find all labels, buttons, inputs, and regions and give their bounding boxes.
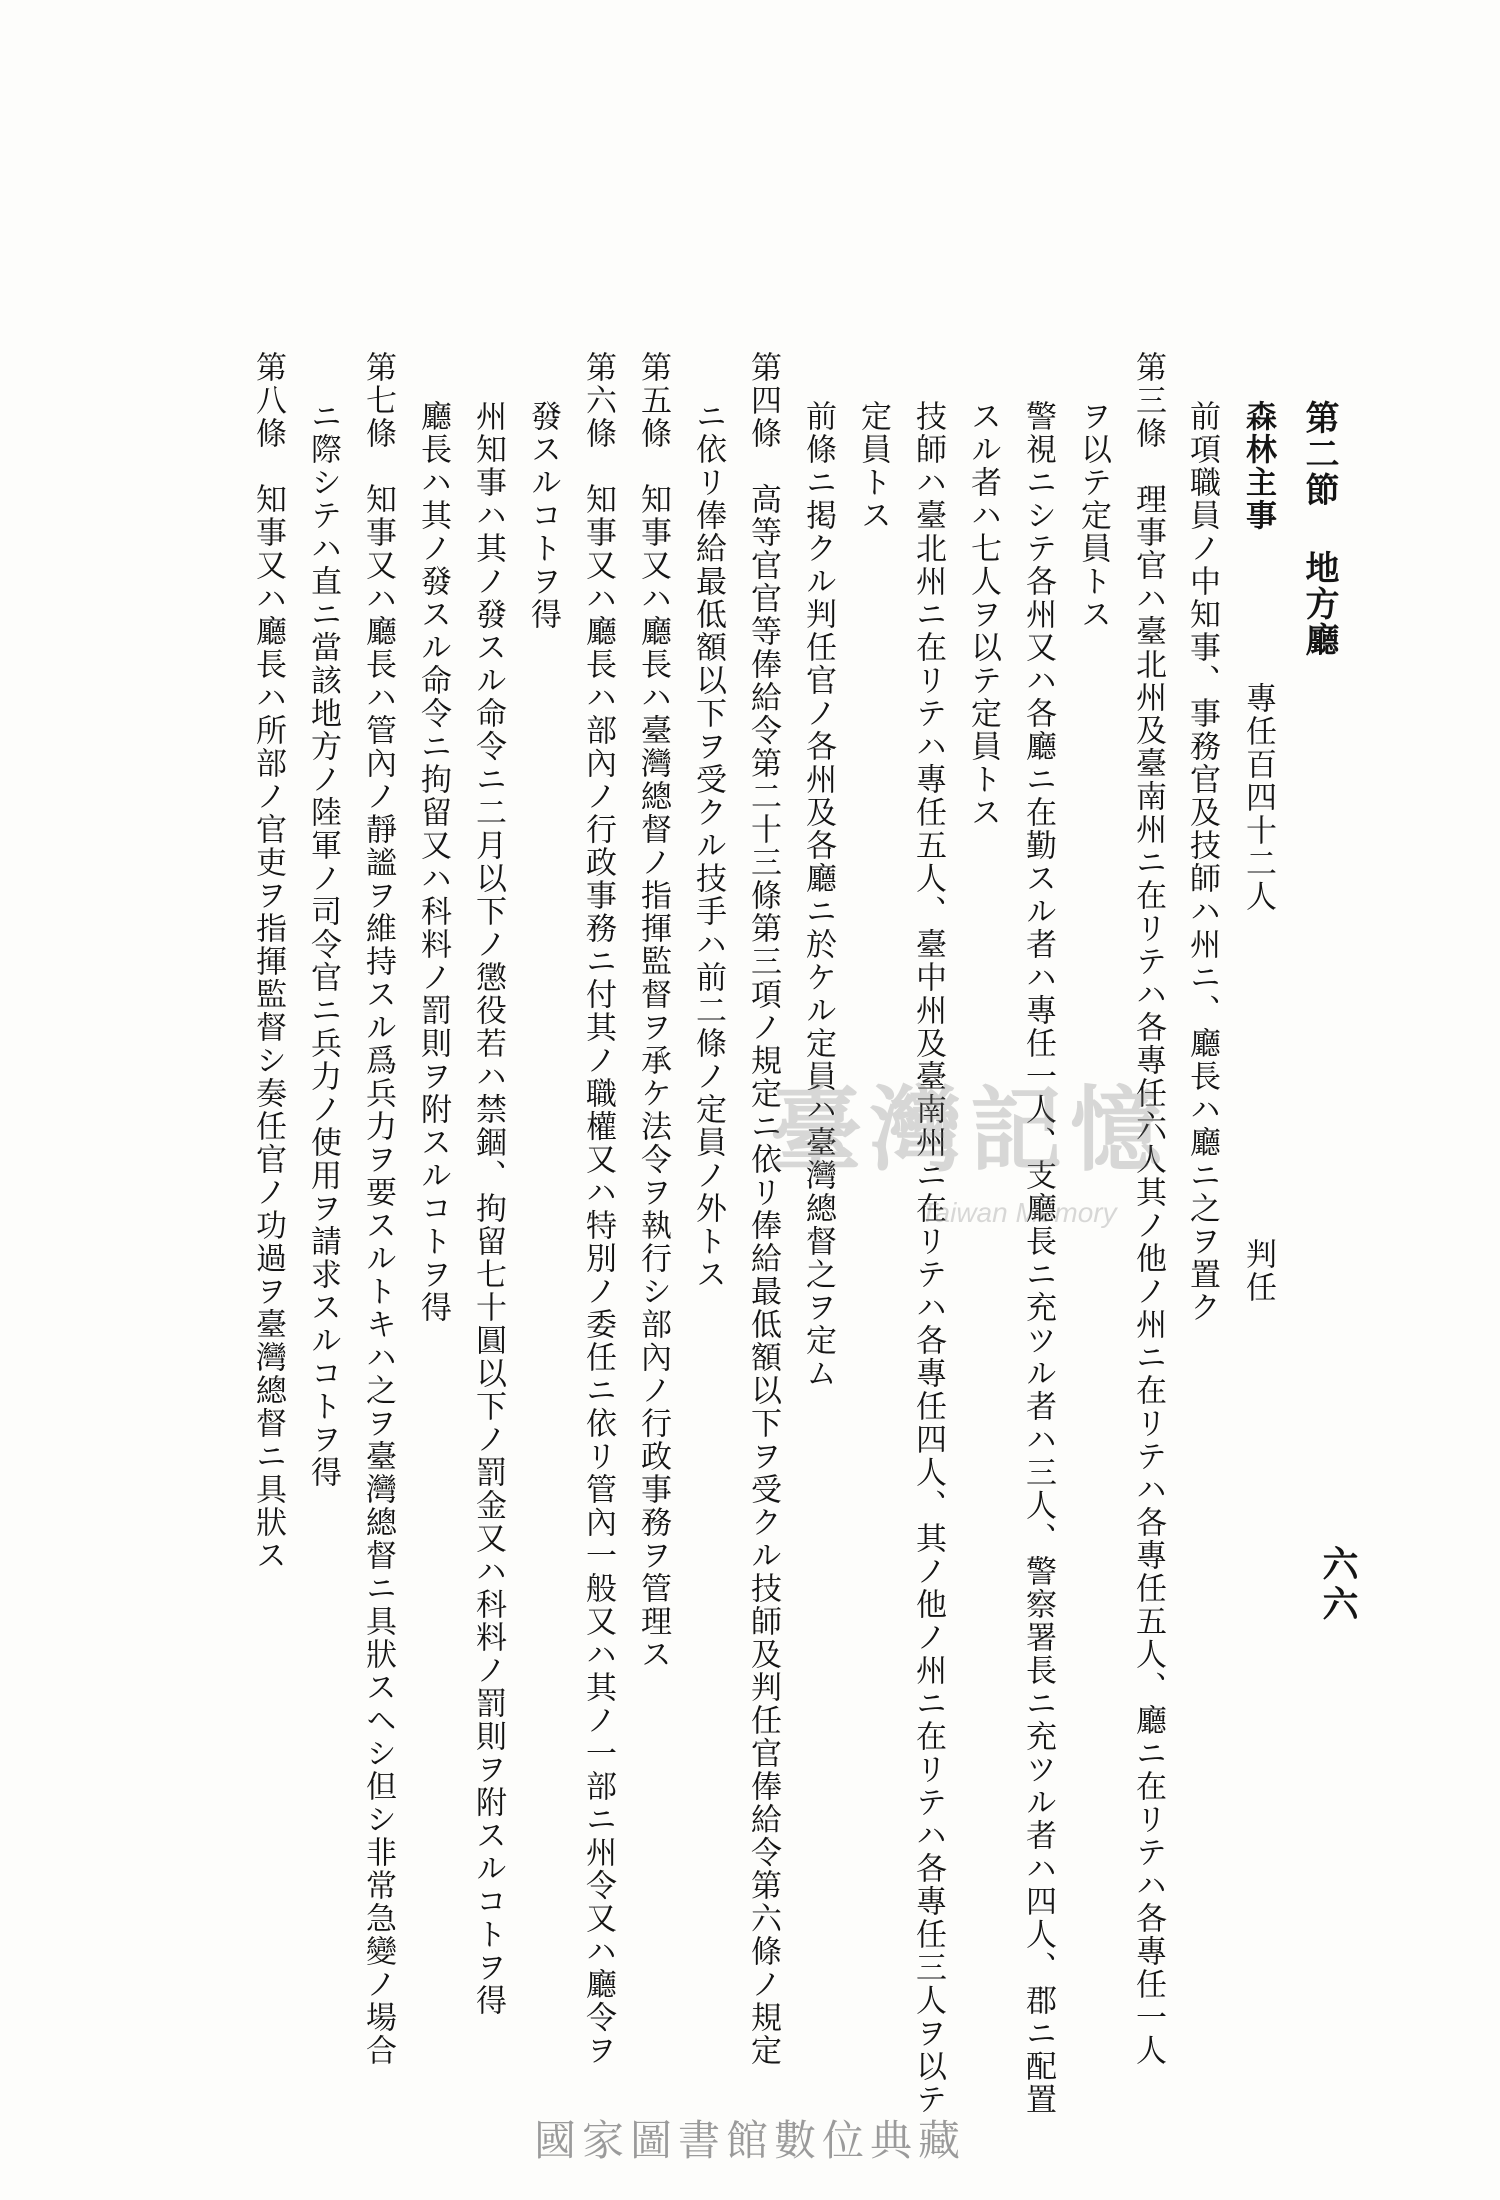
text-column-17: ニ際シテハ直ニ當該地方ノ陸軍ノ司令官ニ兵力ノ使用ヲ請求スルコトヲ得 <box>305 400 341 1489</box>
text-column-18: 第八條 知事又ハ廳長ハ所部ノ官吏ヲ指揮監督シ奏任官ノ功過ヲ臺灣總督ニ具狀ス <box>250 351 286 1572</box>
text-column-8: 前條ニ掲クル判任官ノ各州及各廳ニ於ケル定員ハ臺灣總督之ヲ定ム <box>800 400 836 1390</box>
watermark-chinese: 臺灣記憶 <box>770 1077 1171 1184</box>
text-column-1: 前項職員ノ中知事、事務官及技師ハ州ニ、廳長ハ廳ニ之ヲ置ク <box>1184 400 1220 1324</box>
text-column-4: 警視ニシテ各州又ハ各廳ニ在勤スル者ハ專任一人、支廳長ニ充ツル者ハ三人、警察署長ニ充ツル者ハ四人、郡ニ配置 <box>1020 400 1056 2116</box>
text-column-11: 第五條 知事又ハ廳長ハ臺灣總督ノ指揮監督ヲ承ケ法令ヲ執行シ部內ノ行政事務ヲ管理ス <box>635 351 671 1671</box>
staff-row-forest-officer <box>1240 400 1276 1800</box>
watermark-english: Taiwan Memory <box>920 1197 1117 1228</box>
text-column-15: 廳長ハ其ノ發スル命令ニ拘留又ハ科料ノ罰則ヲ附スルコトヲ得 <box>415 400 451 1324</box>
footer-credit: 國家圖書館數位典藏 <box>533 2116 966 2165</box>
text-column-16: 第七條 知事又ハ廳長ハ管內ノ靜謐ヲ維持スル爲兵力ヲ要スルトキハ之ヲ臺灣總督ニ具狀スヘシ但シ非常急變ノ場合 <box>360 351 396 2067</box>
staff-rank: 判任 <box>1240 1238 1276 1304</box>
staff-title: 森林主事 <box>1240 400 1276 532</box>
text-column-6: 技師ハ臺北州ニ在リテハ專任五人、臺中州及臺南州ニ在リテハ各專任四人、其ノ他ノ州ニ在リテハ各專任三人ヲ以テ <box>910 400 946 2116</box>
text-column-13: 發スルコトヲ得 <box>525 400 561 631</box>
text-column-3: ヲ以テ定員トス <box>1075 400 1111 631</box>
text-column-2: 第三條 理事官ハ臺北州及臺南州ニ在リテハ各專任六人其ノ他ノ州ニ在リテハ各專任五人、廳ニ在リテハ各專任一人 <box>1130 351 1166 2067</box>
text-column-12: 第六條 知事又ハ廳長ハ部內ノ行政事務ニ付其ノ職權又ハ特別ノ委任ニ依リ管內一般又ハ其ノ一部ニ州令又ハ廳令ヲ <box>580 351 616 2067</box>
taiwan-memory-watermark <box>770 1077 1210 1255</box>
text-column-14: 州知事ハ其ノ發スル命令ニ二月以下ノ懲役若ハ禁錮、拘留七十圓以下ノ罰金又ハ科料ノ罰則ヲ附スルコトヲ得 <box>470 400 506 2017</box>
section-title: 第二節 地方廳 <box>1299 400 1339 658</box>
text-column-5: スル者ハ七人ヲ以テ定員トス <box>965 400 1001 829</box>
page-number: 六六 <box>1317 1545 1359 1625</box>
text-column-9: 第四條 高等官官等俸給令第二十三條第三項ノ規定ニ依リ俸給最低額以下ヲ受クル技師及判任官俸給令第六條ノ規定 <box>745 351 781 2067</box>
text-column-10: ニ依リ俸給最低額以下ヲ受クル技手ハ前二條ノ定員ノ外トス <box>690 400 726 1291</box>
text-column-7: 定員トス <box>855 400 891 532</box>
staff-count: 專任百四十二人 <box>1240 682 1276 913</box>
